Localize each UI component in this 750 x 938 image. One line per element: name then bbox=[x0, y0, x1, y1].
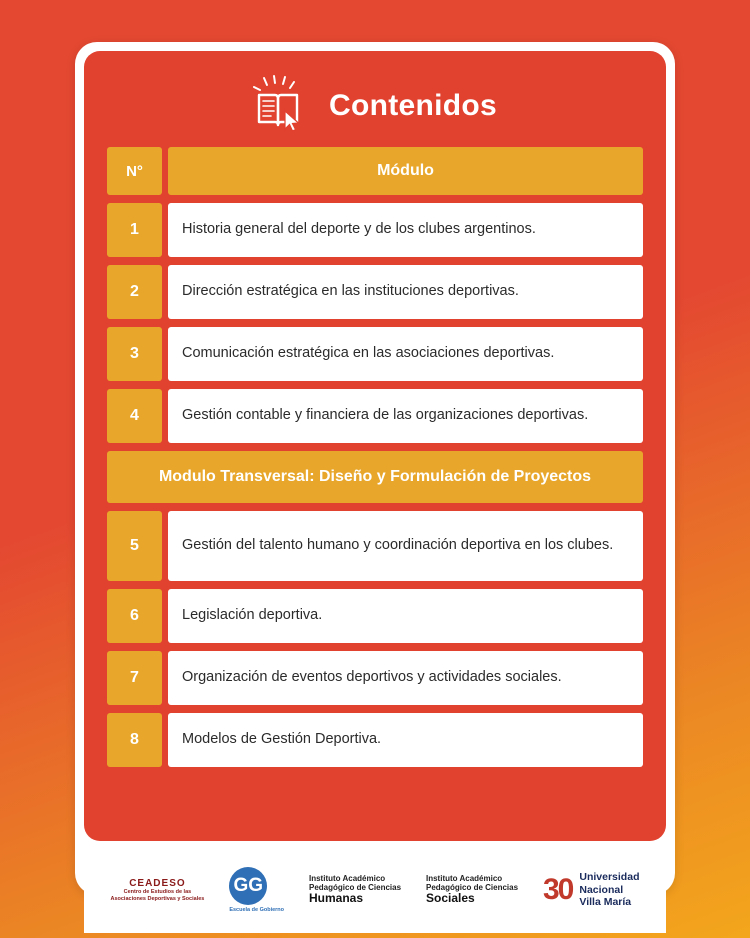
row-module-text: Historia general del deporte y de los clubes argentinos. bbox=[168, 203, 643, 257]
transversal-banner-row bbox=[107, 451, 643, 503]
gg-subtitle: Escuela de Gobierno bbox=[229, 907, 285, 913]
logo-instituto-ciencias-humanas bbox=[309, 874, 401, 906]
open-book-icon bbox=[253, 75, 315, 137]
table-row bbox=[107, 511, 643, 581]
instituto-sociales-line1: Instituto Académico bbox=[426, 873, 503, 883]
row-module-text: Gestión contable y financiera de las organizaciones deportivas. bbox=[168, 389, 643, 443]
column-header-module: Módulo bbox=[168, 147, 643, 195]
row-module-text: Modelos de Gestión Deportiva. bbox=[168, 713, 643, 767]
anniversary-30-mark: 30 bbox=[543, 873, 573, 906]
uvm-line2: Nacional bbox=[579, 883, 624, 896]
column-header-number: N° bbox=[107, 147, 162, 195]
logo-ceadeso bbox=[110, 878, 204, 902]
row-number: 6 bbox=[107, 589, 162, 643]
transversal-banner-text: Modulo Transversal: Diseño y Formulación de Proyectos bbox=[107, 451, 643, 503]
row-number: 3 bbox=[107, 327, 162, 381]
uvm-line1: Universidad bbox=[579, 871, 640, 884]
instituto-humanas-line3: Humanas bbox=[309, 891, 364, 906]
row-module-text: Legislación deportiva. bbox=[168, 589, 643, 643]
uvm-line3: Villa María bbox=[579, 896, 632, 909]
row-number: 1 bbox=[107, 203, 162, 257]
logo-universidad-villa-maria bbox=[543, 871, 639, 909]
gg-monogram: GG bbox=[229, 867, 267, 905]
table-row bbox=[107, 713, 643, 767]
row-number: 2 bbox=[107, 265, 162, 319]
row-module-text: Dirección estratégica en las instituciones deportivas. bbox=[168, 265, 643, 319]
table-row bbox=[107, 203, 643, 257]
content-card bbox=[75, 42, 675, 913]
ceadeso-name: CEADESO bbox=[129, 877, 186, 889]
row-number: 4 bbox=[107, 389, 162, 443]
header bbox=[84, 51, 666, 147]
footer-logos bbox=[84, 847, 666, 933]
row-number: 7 bbox=[107, 651, 162, 705]
row-module-text: Comunicación estratégica en las asociaciones deportivas. bbox=[168, 327, 643, 381]
row-module-text: Organización de eventos deportivos y actividades sociales. bbox=[168, 651, 643, 705]
row-number: 8 bbox=[107, 713, 162, 767]
instituto-humanas-line2: Pedagógico de Ciencias bbox=[309, 883, 402, 893]
content-card-body bbox=[84, 51, 666, 841]
logo-escuela-de-gobierno bbox=[229, 867, 284, 913]
row-number: 5 bbox=[107, 511, 162, 581]
modules-table bbox=[84, 147, 666, 767]
logo-instituto-ciencias-sociales bbox=[426, 874, 518, 906]
table-row bbox=[107, 389, 643, 443]
table-header-row bbox=[107, 147, 643, 195]
ceadeso-subtitle-2: Asociaciones Deportivas y Sociales bbox=[110, 895, 205, 902]
ceadeso-subtitle-1: Centro de Estudios de las bbox=[123, 889, 192, 896]
page-title: Contenidos bbox=[329, 89, 497, 122]
instituto-sociales-line3: Sociales bbox=[426, 891, 475, 906]
table-row bbox=[107, 651, 643, 705]
instituto-sociales-line2: Pedagógico de Ciencias bbox=[426, 883, 519, 893]
row-module-text: Gestión del talento humano y coordinación deportiva en los clubes. bbox=[168, 511, 643, 581]
table-row bbox=[107, 589, 643, 643]
instituto-humanas-line1: Instituto Académico bbox=[309, 873, 386, 883]
table-row bbox=[107, 265, 643, 319]
table-row bbox=[107, 327, 643, 381]
